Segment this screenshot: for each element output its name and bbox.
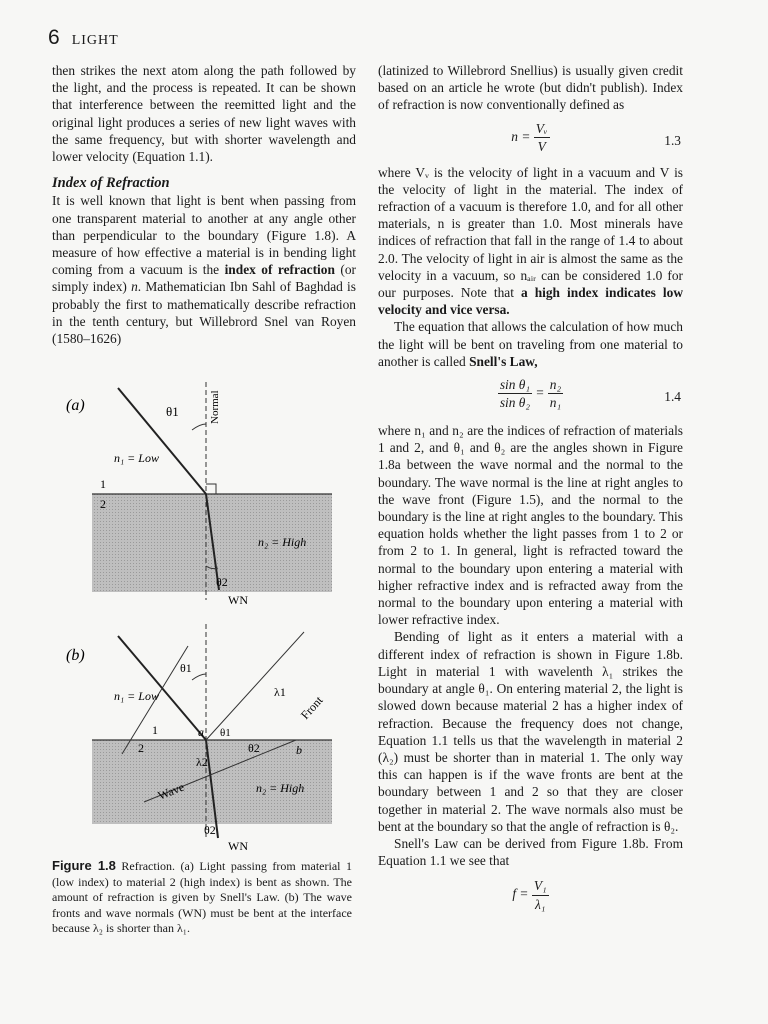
theta1-arc-a [192,424,206,430]
normal-label: Normal [209,390,221,424]
page-number: 6 [48,26,60,49]
n1-label-a: n₁ = Low [114,451,159,465]
running-title: LIGHT [71,33,119,48]
caption-label: Figure 1.8 [52,858,116,873]
eq14-equals: = [535,384,548,400]
figure-caption [52,858,352,937]
lambda1-label: λ1 [274,685,286,699]
eq14-number: 1.4 [664,389,681,405]
panel-b-label: (b) [66,647,85,664]
material-2-label-b: 2 [138,741,144,755]
eqf-lhs: f = [512,886,529,902]
n2-label-a: n₂ = High [258,535,307,549]
wave-label: Wave [155,779,187,803]
eq13-fraction [534,120,550,155]
right-column [378,62,683,917]
text-run: It is well known that light is bent when passing from one transparent material to another at any angle other than perpendicular to the boundary (Figure 1.8). A measure of how effective a material is in bending light coming from a vacuum is the [52,193,356,278]
right-paragraph-6: Snell's Law can be derived from Figure 1.8b. From Equation 1.1 we see that [378,835,683,869]
bold-term: Snell's Law, [469,353,538,369]
n1-label-b: n₁ = Low [114,689,159,703]
material-1-label-a: 1 [100,477,106,491]
eqf-denominator: λ₁ [535,896,546,912]
text-run: where Vᵥ is the velocity of light in a vacuum and V is the velocity of light in the material. The index of refraction of a vacuum is therefore 1.0, and for all other materials, n is greater than 1.0. Most minerals have indices of refraction that fall in the range of 1.4 to about 2.0. The velocity of light in air is almost the same as the velocity in a vacuum, so nₐᵢᵣ can be considered 1.0 for our purposes. Note that [378,164,683,301]
eqf-fraction [532,877,549,912]
eq14-right-numerator: n₂ [548,376,563,394]
wave-front-2-b [206,632,304,740]
material-1-label-b: 1 [152,723,158,737]
lambda2-label: λ2 [196,755,208,769]
theta1-label-b: θ1 [180,661,192,675]
eq13-denominator: V [537,138,546,154]
right-paragraph-1: (latinized to Willebrord Snellius) is usually given credit based on an article he wrote (but didn't publish). Index of refraction is now conventionally defined as [378,63,683,113]
wn-label-b: WN [228,839,248,853]
text-run: The equation that allows the calculation of how much the light will be bent on traveling from one material to another is called [378,319,683,369]
right-angle-mark-a [206,484,216,494]
equation-1-3 [378,120,683,160]
left-paragraph-1: then strikes the next atom along the path followed by the light, and the process is repeated. It can be shown that interference between the reemitted light and the original light produces a series of new light waves with the same frequency, but with shorter wavelength and lower velocity (Equation 1.1). [52,63,356,165]
theta2-label-b2: θ2 [204,823,216,837]
eqf-numerator: V₁ [532,877,549,895]
caption-text: Refraction. (a) Light passing from material 1 (low index) to material 2 (high index) is bent as shown. The amount of refraction is given by Snell's Law. (b) The wave fronts and wave normals (WN) must be bent at the interface because λ₂ is shorter than λ₁. [52,859,352,936]
eq13-number: 1.3 [664,132,681,148]
bold-term: index of refraction [224,262,335,278]
theta2-label-a: θ2 [216,575,228,589]
theta1-label-b2: θ1 [220,727,231,739]
theta1-arc-b [192,674,206,680]
eq13-numerator: Vᵥ [534,120,550,138]
theta1-label-a: θ1 [166,404,179,419]
left-paragraph-2 [52,192,356,347]
right-paragraph-3 [378,318,683,370]
wn-label-a: WN [228,593,248,607]
eq14-left-fraction [498,376,532,411]
eq14-right-fraction [548,376,563,411]
material-2-label-a: 2 [100,497,106,511]
text-run: (or simply index) [52,262,356,295]
eq14-right-denominator: n₁ [549,395,562,411]
left-column [52,62,356,347]
text-run: . Mathematician Ibn Sahl of Baghdad is probably the first to mathematically describe refraction in the tenth century, but Willebrord Snel van Royen (1580–1626) [52,279,356,347]
right-paragraph-2 [378,164,683,319]
equation-f [378,877,683,917]
italic-symbol: n [131,279,138,295]
point-a-label: a [198,725,204,739]
eq14-left-denominator: sin θ₂ [499,395,531,411]
right-paragraph-5: Bending of light as it enters a material with a different index of refraction is shown in Figure 1.8b. Light in material 1 with wavelenth λ₁ strikes the boundary at angle θ₁. On entering material 2, the light is slowed down because material 2 has a higher index of refraction. Because the frequency does not change, Equation 1.1 tells us that the wavelength in material 2 (λ₂) must be shorter than in material 1. The only way this can happen is if the wave fronts are bent at the boundary between 1 and 2 so that they are closer together in material 2. The wave normals also must be bent at the boundary so that the angle of refraction is θ₂. [378,629,683,834]
eq13-lhs: n = [511,128,531,144]
equation-1-4 [378,376,683,416]
point-b-label: b [296,743,302,757]
figure-1-8 [52,368,362,856]
right-paragraph-4: where n₁ and n₂ are the indices of refraction of materials 1 and 2, and θ₁ and θ₂ are the angles shown in Figure 1.8a between the wave normal and the normal to the boundary. The wave normal is the line at right angles to the wave front (Figure 1.5), and the normal to the boundary is the line at right angles to the boundary. This equation holds whether the light passes from 1 to 2 or from 2 to 1. In general, light is refracted toward the normal to the boundary upon entering a material with higher refractive index and is refracted away from the normal to the boundary upon entering a material with lower refractive index. [378,423,683,628]
incident-ray-a [118,388,206,494]
panel-a-label: (a) [66,397,85,414]
theta2-label-b: θ2 [248,741,260,755]
section-heading: Index of Refraction [52,175,170,192]
eq14-left-numerator: sin θ₁ [498,376,532,394]
front-label: Front [297,693,326,723]
page-header [48,26,119,50]
bold-statement: a high index indicates low velocity and vice versa. [378,285,683,318]
n2-label-b: n₂ = High [256,781,305,795]
